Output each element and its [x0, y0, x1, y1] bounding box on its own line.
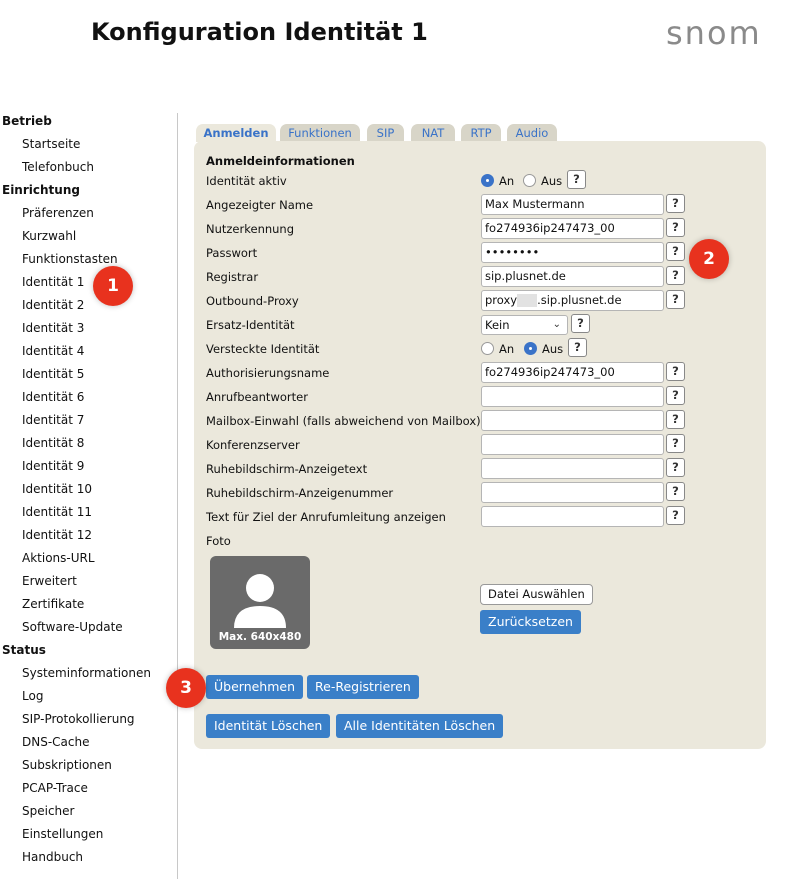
sidebar-item-einstellungen[interactable]: Einstellungen: [22, 827, 104, 841]
label-nutzerkennung: Nutzerkennung: [206, 222, 295, 236]
sidebar-nav: [0, 110, 176, 869]
annotation-badge-3: 3: [166, 668, 206, 708]
sidebar-divider: [177, 113, 178, 879]
label-ruhe-text: Ruhebildschirm-Anzeigetext: [206, 462, 368, 476]
sidebar-item-identitat-4[interactable]: Identität 4: [22, 344, 85, 358]
sidebar-item-identitat-5[interactable]: Identität 5: [22, 367, 85, 381]
sidebar-item-pcap-trace[interactable]: PCAP-Trace: [22, 781, 88, 795]
annotation-badge-2: 2: [689, 239, 729, 279]
sidebar-item-zertifikate[interactable]: Zertifikate: [22, 597, 85, 611]
user-avatar-icon: [210, 564, 310, 634]
help-icon[interactable]: ?: [666, 482, 685, 501]
anrufbeantworter-input[interactable]: [481, 386, 664, 407]
label-outbound-proxy: Outbound-Proxy: [206, 294, 299, 308]
photo-caption: Max. 640x480: [218, 631, 302, 643]
tab-funktionen[interactable]: Funktionen: [280, 124, 360, 141]
photo-placeholder: [210, 556, 310, 649]
sidebar-item-handbuch[interactable]: Handbuch: [22, 850, 84, 864]
outbound-proxy-input[interactable]: [481, 290, 664, 311]
sidebar-item-praferenzen[interactable]: Präferenzen: [22, 206, 94, 220]
chevron-down-icon: ⌄: [552, 319, 561, 330]
help-icon[interactable]: ?: [666, 242, 685, 261]
sidebar-item-identitat-1[interactable]: Identität 1: [22, 275, 85, 289]
proxy-prefix: proxy: [485, 293, 518, 307]
delete-identity-button[interactable]: Identität Löschen: [206, 714, 330, 738]
registrar-input[interactable]: sip.plusnet.de: [481, 266, 664, 287]
umleitung-text-input[interactable]: [481, 506, 664, 527]
section-title: Anmeldeinformationen: [206, 154, 355, 168]
help-icon[interactable]: ?: [567, 170, 586, 189]
sidebar-item-identitat-3[interactable]: Identität 3: [22, 321, 85, 335]
label-ersatz-identitaet: Ersatz-Identität: [206, 318, 295, 332]
sidebar-item-sip-protokollierung[interactable]: SIP-Protokollierung: [22, 712, 135, 726]
sidebar-item-identitat-6[interactable]: Identität 6: [22, 390, 85, 404]
sidebar-item-identitat-9[interactable]: Identität 9: [22, 459, 85, 473]
sidebar-item-identitat-8[interactable]: Identität 8: [22, 436, 85, 450]
nav-section-betrieb: Betrieb: [2, 114, 52, 128]
sidebar-item-dns-cache[interactable]: DNS-Cache: [22, 735, 90, 749]
sidebar-item-aktions-url[interactable]: Aktions-URL: [22, 551, 95, 565]
sidebar-item-identitat-11[interactable]: Identität 11: [22, 505, 93, 519]
delete-all-identities-button[interactable]: Alle Identitäten Löschen: [336, 714, 503, 738]
label-angezeigter-name: Angezeigter Name: [206, 198, 314, 212]
sidebar-item-identitat-7[interactable]: Identität 7: [22, 413, 85, 427]
sidebar-item-telefonbuch[interactable]: Telefonbuch: [22, 160, 94, 174]
label-authorisierungsname: Authorisierungsname: [206, 366, 330, 380]
sidebar-item-erweitert[interactable]: Erweitert: [22, 574, 77, 588]
radio-aktiv-aus[interactable]: [523, 174, 536, 187]
sidebar-item-funktionstasten[interactable]: Funktionstasten: [22, 252, 118, 266]
label-passwort: Passwort: [206, 246, 258, 260]
proxy-suffix: .sip.plusnet.de: [537, 293, 622, 307]
password-input[interactable]: ••••••••: [481, 242, 664, 263]
redacted-block: [517, 294, 537, 307]
nav-section-status: Status: [2, 643, 46, 657]
label-foto: Foto: [206, 534, 231, 548]
radio-aktiv-an[interactable]: [481, 174, 494, 187]
tab-sip[interactable]: SIP: [367, 124, 404, 141]
sidebar-item-identitat-10[interactable]: Identität 10: [22, 482, 93, 496]
label-versteckte-identitaet: Versteckte Identität: [206, 342, 320, 356]
sidebar-item-log[interactable]: Log: [22, 689, 44, 703]
label-ruhe-nummer: Ruhebildschirm-Anzeigenummer: [206, 486, 394, 500]
help-icon[interactable]: ?: [666, 386, 685, 405]
tab-anmelden[interactable]: Anmelden: [196, 124, 276, 142]
help-icon[interactable]: ?: [568, 338, 587, 357]
nav-section-einrichtung: Einrichtung: [2, 183, 80, 197]
user-id-input[interactable]: fo274936ip247473_00: [481, 218, 664, 239]
reregister-button[interactable]: Re-Registrieren: [307, 675, 419, 699]
annotation-badge-1: 1: [93, 266, 133, 306]
sidebar-item-subskriptionen[interactable]: Subskriptionen: [22, 758, 112, 772]
radio-label-aus: Aus: [542, 342, 564, 356]
tab-nat[interactable]: NAT: [411, 124, 455, 141]
sidebar-item-kurzwahl[interactable]: Kurzwahl: [22, 229, 77, 243]
help-icon[interactable]: ?: [666, 362, 685, 381]
reset-button[interactable]: Zurücksetzen: [480, 610, 581, 634]
radio-label-an: An: [499, 174, 515, 188]
ersatz-identitaet-select[interactable]: [481, 315, 568, 335]
help-icon[interactable]: ?: [571, 314, 590, 333]
help-icon[interactable]: ?: [666, 434, 685, 453]
radio-versteckt-aus[interactable]: [524, 342, 537, 355]
label-identitaet-aktiv: Identität aktiv: [206, 174, 287, 188]
help-icon[interactable]: ?: [666, 218, 685, 237]
sidebar-item-systeminformationen[interactable]: Systeminformationen: [22, 666, 151, 680]
choose-file-button[interactable]: Datei Auswählen: [480, 584, 593, 605]
radio-label-aus: Aus: [541, 174, 563, 188]
display-name-input[interactable]: Max Mustermann: [481, 194, 664, 215]
sidebar-item-startseite[interactable]: Startseite: [22, 137, 81, 151]
label-konferenzserver: Konferenzserver: [206, 438, 300, 452]
sidebar-item-speicher[interactable]: Speicher: [22, 804, 75, 818]
help-icon[interactable]: ?: [666, 194, 685, 213]
ruhe-text-input[interactable]: [481, 458, 664, 479]
snom-logo: snom: [666, 14, 762, 52]
help-icon[interactable]: ?: [666, 506, 685, 525]
sidebar-item-software-update[interactable]: Software-Update: [22, 620, 123, 634]
sidebar-item-identitat-2[interactable]: Identität 2: [22, 298, 85, 312]
auth-name-input[interactable]: fo274936ip247473_00: [481, 362, 664, 383]
konferenzserver-input[interactable]: [481, 434, 664, 455]
tab-rtp[interactable]: RTP: [461, 124, 501, 141]
page-title: Konfiguration Identität 1: [91, 18, 428, 46]
mailbox-einwahl-input[interactable]: [481, 410, 664, 431]
sidebar-item-identitat-12[interactable]: Identität 12: [22, 528, 93, 542]
radio-label-an: An: [499, 342, 515, 356]
radio-versteckt-an[interactable]: [481, 342, 494, 355]
select-value: Kein: [485, 318, 510, 332]
apply-button[interactable]: Übernehmen: [206, 675, 303, 699]
ruhe-nummer-input[interactable]: [481, 482, 664, 503]
help-icon[interactable]: ?: [666, 266, 685, 285]
label-registrar: Registrar: [206, 270, 259, 284]
help-icon[interactable]: ?: [666, 458, 685, 477]
label-anrufbeantworter: Anrufbeantworter: [206, 390, 308, 404]
tab-audio[interactable]: Audio: [507, 124, 557, 141]
help-icon[interactable]: ?: [666, 290, 685, 309]
label-umleitung-text: Text für Ziel der Anrufumleitung anzeigen: [206, 510, 446, 524]
help-icon[interactable]: ?: [666, 410, 685, 429]
label-mailbox-einwahl: Mailbox-Einwahl (falls abweichend von Mailbox): [206, 414, 481, 428]
